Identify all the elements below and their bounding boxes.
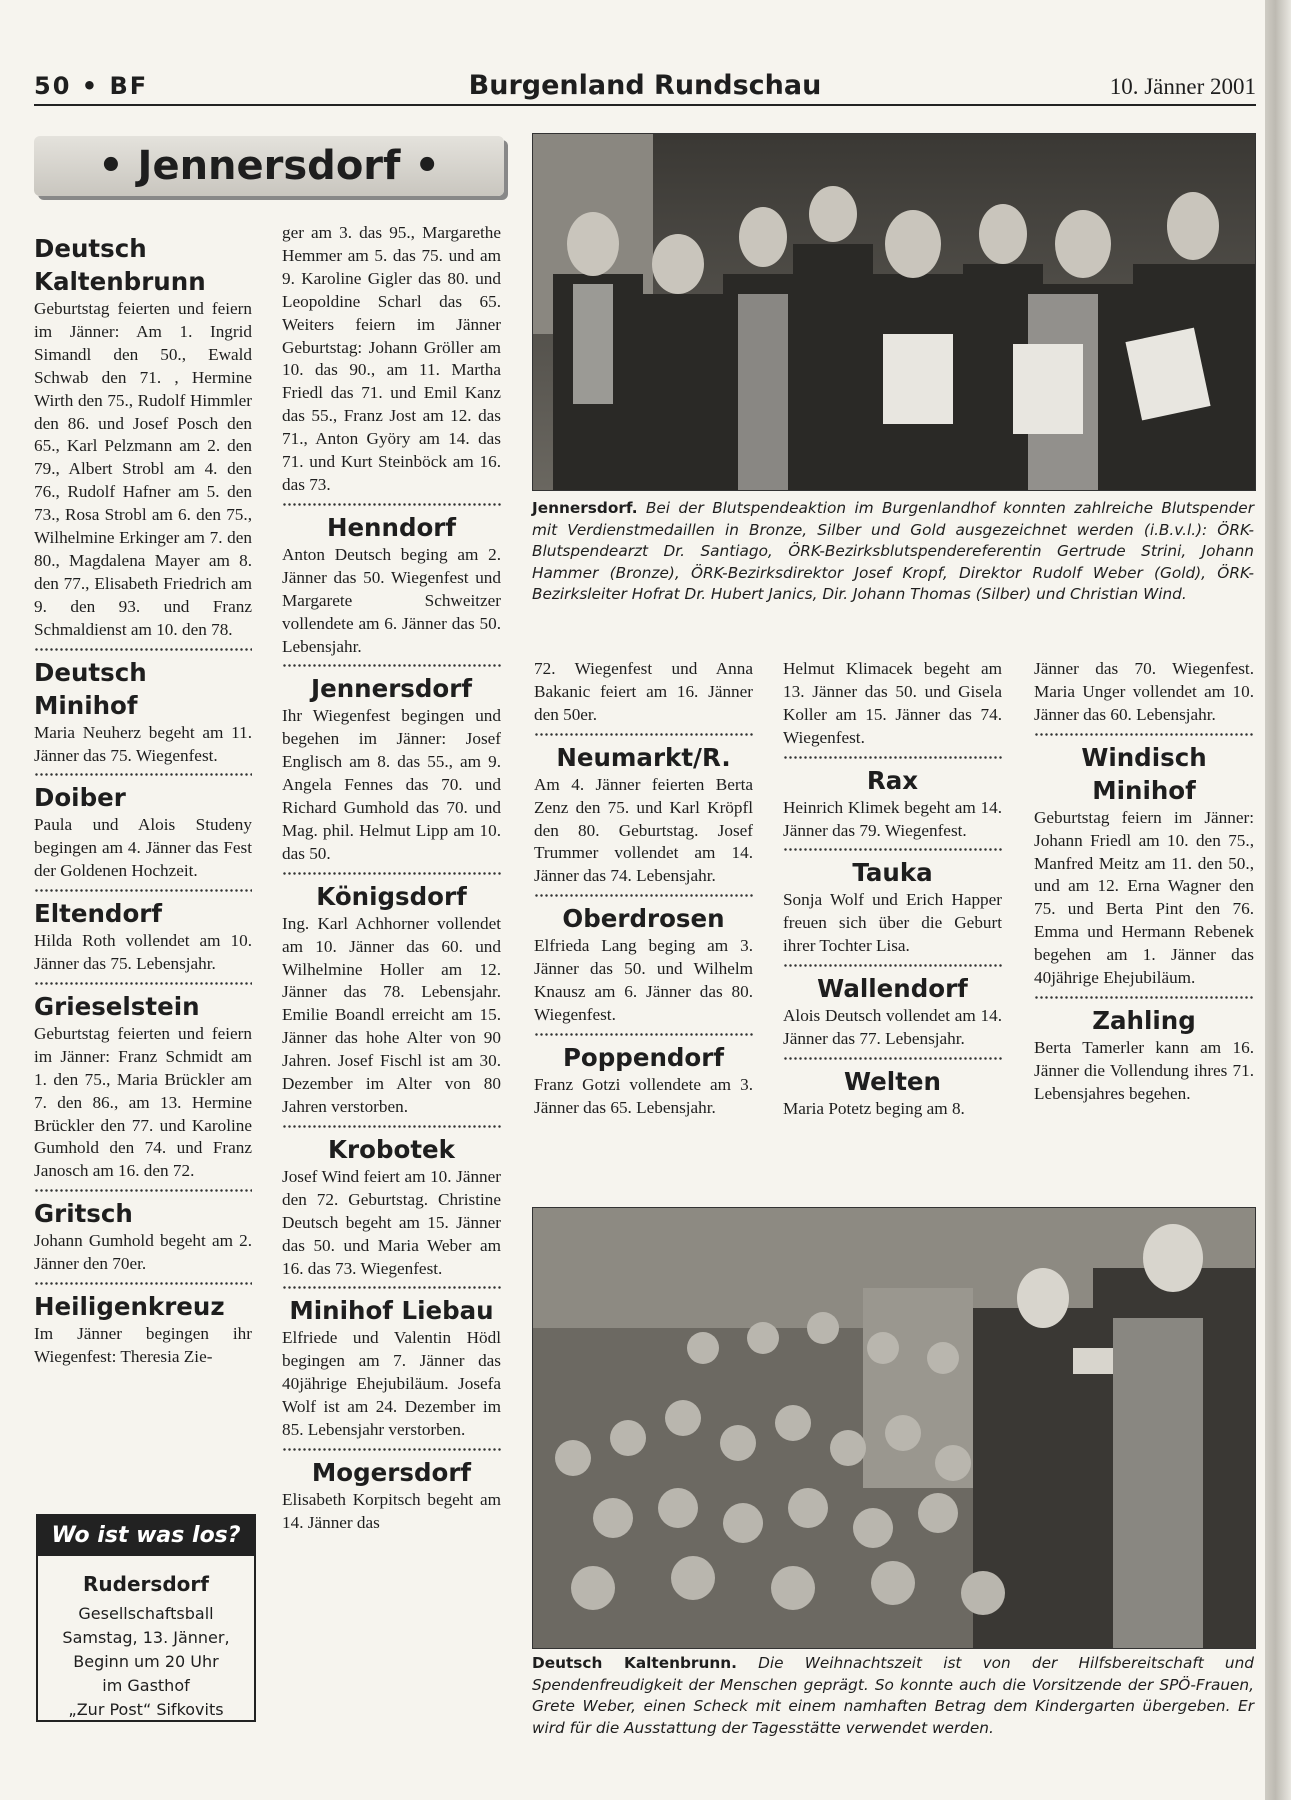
article	[282, 1447, 501, 1535]
dotted-separator	[282, 871, 501, 876]
article-headline: Oberdrosen	[562, 904, 725, 934]
column-2	[282, 222, 501, 1535]
article-headline: Poppendorf	[562, 1042, 725, 1072]
article	[34, 1281, 252, 1369]
award-ceremony-photo	[532, 133, 1256, 491]
article-text: Jänner das 70. Wiegenfest. Maria Unger vollendet am 10. Jänner das 60. Lebensjahr.	[1034, 659, 1254, 724]
article-text: Elfriede und Valentin Hödl begingen am 7. Jänner das 40jährige Ehejubiläum. Josefa Wolf ist am 24. Dezember im 85. Lebensjahr verstorben.	[282, 1328, 501, 1440]
article-headline: Wallendorf	[817, 974, 968, 1004]
article-headline: Minihof Liebau	[289, 1296, 494, 1326]
caption-text: Bei der Blutspendeaktion im Burgenlandhof konnten zahlreiche Blutspender mit Verdienstmedaillen in Bronze, Silber und Gold ausgezeichnet werden (i.B.v.l.): ÖRK-Blutspendearzt Dr. Santiago, ÖRK-Bezirksblutspendereferentin Gertrude Strini, Johann Hammer (Bronze), ÖRK-Bezirksdirektor Josef Kropf, Direktor Rudolf Weber (Gold), ÖRK-Bezirksleiter Hofrat Dr. Hubert Janics, Dir. Johann Thomas (Silber) und Christian Wind.	[532, 499, 1254, 603]
article	[783, 1056, 1002, 1121]
article-headline: Doiber	[34, 783, 126, 813]
article	[1034, 732, 1254, 990]
article	[783, 755, 1002, 843]
dotted-separator	[34, 1188, 252, 1193]
event-line: Beginn um 20 Uhr	[73, 1652, 219, 1671]
event-line: im Gasthof	[102, 1676, 190, 1695]
article-headline: Deutsch Kaltenbrunn	[34, 234, 206, 296]
dotted-separator	[34, 888, 252, 893]
dotted-separator	[34, 647, 252, 652]
article	[282, 222, 501, 497]
article-text: Geburtstag feierten und feiern im Jänner: Franz Schmidt am 1. den 75., Maria Brückler am 7. den 86., am 13. Hermine Brückler den 77. und Karoline Gumhold den 74. und Franz Janosch am 16. den 72.	[34, 1023, 252, 1181]
dotted-separator	[282, 502, 501, 507]
page-edge-shadow	[1265, 0, 1291, 1800]
event-details	[38, 1602, 254, 1722]
article-headline: Jennersdorf	[310, 674, 472, 704]
article-text: Ihr Wiegenfest begingen und begehen im Jänner: Josef Englisch am 8. das 55., am 9. Angela Fennes das 70. und Richard Gumhold das 70. und Mag. phil. Helmut Lipp am 10. das 50.	[282, 706, 501, 863]
article	[783, 658, 1002, 750]
dotted-separator	[534, 1032, 753, 1037]
dotted-separator	[282, 1285, 501, 1290]
article	[34, 1188, 252, 1276]
article-headline: Königsdorf	[316, 881, 467, 911]
dotted-separator	[34, 772, 252, 777]
article-text: Sonja Wolf und Erich Happer freuen sich über die Geburt ihrer Tochter Lisa.	[783, 890, 1002, 956]
dotted-separator	[783, 847, 1002, 852]
article-text: Josef Wind feiert am 10. Jänner den 72. Geburtstag. Christine Deutsch begeht am 15. Jänner das 50. und Maria Weber am 16. das 73. Wiegenfest.	[282, 1166, 501, 1278]
article	[34, 232, 252, 642]
article-text: Elisabeth Korpitsch begeht am 14. Jänner das	[282, 1489, 501, 1532]
article-headline: Mogersdorf	[311, 1457, 472, 1487]
caption-text: Die Weihnachtszeit ist von der Hilfsbereitschaft und Spendenfreudigkeit der Menschen geprägt. So konnte auch die Vorsitzende der SPÖ-Frauen, Grete Weber, einen Scheck mit einem namhaften Betrag dem Kindergarten übergeben. Er wird für die Ausstattung der Tagesstätte verwendet werden.	[532, 1654, 1254, 1737]
article	[534, 893, 753, 1027]
article-text: Geburtstag feierten und feiern im Jänner: Am 1. Ingrid Simandl den 50., Ewald Schwab den 71. , Hermine Wirth den 75., Rudolf Himmler den 86. und Josef Posch den 65., Karl Pelzmann am 2. den 79., Albert Strobl am 4. den 76., Rudolf Hafner am 5. den 73., Rosa Strobl am 6. den 75., Wilhelmine Erkinger am 7. den 80., Magdalena Mayer am 8. den 77., Elisabeth Friedrich am 9. den 93. und Franz Schmaldienst am 10. den 78.	[34, 299, 252, 639]
article-headline: Welten	[844, 1066, 941, 1096]
dotted-separator	[534, 893, 753, 898]
dotted-separator	[34, 981, 252, 986]
event-location: Rudersdorf	[83, 1572, 209, 1596]
article-text: 72. Wiegenfest und Anna Bakanic feiert am 16. Jänner den 50er.	[534, 659, 753, 724]
article-text: Johann Gumhold begeht am 2. Jänner den 70er.	[34, 1231, 252, 1274]
article-text: Maria Potetz beging am 8.	[783, 1098, 965, 1118]
column-5	[1034, 658, 1254, 1106]
newspaper-title: Burgenland Rundschau	[468, 70, 822, 101]
article	[34, 647, 252, 768]
article	[783, 963, 1002, 1051]
article-headline: Deutsch Minihof	[34, 657, 147, 720]
article	[282, 871, 501, 1119]
column-3	[534, 658, 753, 1120]
article-text: Helmut Klimacek begeht am 13. Jänner das 50. und Gisela Koller am 15. Jänner das 74. Wiegenfest.	[783, 659, 1002, 747]
article-headline: Eltendorf	[34, 899, 163, 929]
article-headline: Zahling	[1092, 1005, 1196, 1035]
article-text: Ing. Karl Achhorner vollendet am 10. Jänner das 60. und Wilhelmine Holler am 12. Jänner das 78. Lebensjahr. Emilie Boandl erreicht am 15. Jänner das hohe Alter von 90 Jahren. Josef Fischl ist am 30. Dezember im Alter von 80 Jahren verstorben.	[282, 913, 501, 1116]
event-line: Gesellschaftsball	[78, 1604, 214, 1623]
article-headline: Windisch Minihof	[1081, 742, 1207, 805]
article	[34, 981, 252, 1183]
article	[783, 847, 1002, 958]
article-text: Hilda Roth vollendet am 10. Jänner das 75. Lebensjahr.	[34, 931, 252, 974]
article-text: Franz Gotzi vollendete am 3. Jänner das 65. Lebensjahr.	[534, 1074, 753, 1117]
dotted-separator	[1034, 732, 1254, 737]
article-headline: Grieselstein	[34, 991, 200, 1021]
kindergarten-photo-caption	[532, 1653, 1254, 1739]
column-1	[34, 232, 252, 1369]
article-headline: Rax	[866, 765, 919, 795]
article-headline: Krobotek	[328, 1134, 455, 1164]
article	[282, 1285, 501, 1442]
article	[1034, 658, 1254, 727]
article-text: ger am 3. das 95., Margarethe Hemmer am 5. das 75. und am 9. Karoline Gigler das 80. und Leopoldine Scharl das 65. Weiters feiern im Jänner Geburtstag: Johann Gröller am 10. das 90., am 11. Martha Friedl das 71. und Emil Kanz das 55., Franz Jost am 12. das 71., Anton Györy am 14. das 71. und Kurt Steinböck am 16. das 73.	[282, 223, 501, 494]
section-title: • Jennersdorf •	[34, 136, 504, 196]
article-headline: Henndorf	[326, 512, 457, 542]
article-text: Im Jänner begingen ihr Wiegenfest: Theresia Zie-	[34, 1324, 252, 1366]
article-headline: Heiligenkreuz	[34, 1292, 225, 1322]
dotted-separator	[1034, 995, 1254, 1000]
events-infobox	[36, 1514, 256, 1722]
award-photo-caption	[532, 498, 1254, 606]
dotted-separator	[783, 963, 1002, 968]
event-line: Samstag, 13. Jänner,	[62, 1628, 230, 1647]
dotted-separator	[783, 1056, 1002, 1061]
dotted-separator	[783, 755, 1002, 760]
dotted-separator	[282, 1124, 501, 1129]
article-text: Heinrich Klimek begeht am 14. Jänner das 79. Wiegenfest.	[783, 797, 1002, 840]
article-headline: Tauka	[852, 858, 933, 888]
caption-lead: Jennersdorf.	[532, 499, 638, 517]
article-text: Berta Tamerler kann am 16. Jänner die Vollendung ihres 71. Lebensjahres begehen.	[1034, 1037, 1254, 1103]
article-text: Alois Deutsch vollendet am 14. Jänner das 77. Lebensjahr.	[783, 1006, 1002, 1049]
article	[34, 888, 252, 976]
article	[534, 732, 753, 889]
issue-date: 10. Jänner 2001	[1109, 74, 1256, 99]
dotted-separator	[534, 732, 753, 737]
article	[282, 502, 501, 659]
column-4	[783, 658, 1002, 1121]
article	[34, 772, 252, 883]
dotted-separator	[34, 1281, 252, 1286]
article	[1034, 995, 1254, 1106]
article-headline: Gritsch	[34, 1199, 133, 1229]
article-text: Elfrieda Lang beging am 3. Jänner das 50. und Wilhelm Knausz am 6. Jänner das 80. Wiegenfest.	[534, 936, 753, 1024]
article	[534, 658, 753, 727]
kindergarten-photo	[532, 1207, 1256, 1649]
article-text: Maria Neuherz begeht am 11. Jänner das 75. Wiegenfest.	[34, 722, 252, 765]
infobox-title: Wo ist was los?	[38, 1516, 254, 1556]
article-text: Paula und Alois Studeny begingen am 4. Jänner das Fest der Goldenen Hochzeit.	[34, 815, 252, 881]
article-text: Anton Deutsch beging am 2. Jänner das 50. Wiegenfest und Margarete Schweitzer vollendete am 6. Jänner das 50. Lebensjahr.	[282, 544, 501, 656]
article	[282, 1124, 501, 1281]
page-header	[34, 70, 1256, 106]
event-line: „Zur Post“ Sifkovits	[68, 1700, 224, 1719]
article	[282, 663, 501, 865]
page-number: 50 • BF	[34, 72, 149, 100]
article-text: Geburtstag feiern im Jänner: Johann Friedl am 10. den 75., Manfred Meitz am 11. den 50., und am 12. Erna Wagner den 75. und Berta Pint den 76. Emma und Hermann Rebenek begehen am 1. Jänner das 40jährige Ehejubiläum.	[1034, 807, 1254, 988]
dotted-separator	[282, 663, 501, 668]
caption-lead: Deutsch Kaltenbrunn.	[532, 1654, 737, 1672]
article	[534, 1032, 753, 1120]
dotted-separator	[282, 1447, 501, 1452]
article-text: Am 4. Jänner feierten Berta Zenz den 75. und Karl Kröpfl den 80. Geburtstag. Josef Trummer vollendet am 14. Jänner das 74. Lebensjahr.	[534, 774, 753, 886]
article-headline: Neumarkt/R.	[556, 742, 731, 772]
